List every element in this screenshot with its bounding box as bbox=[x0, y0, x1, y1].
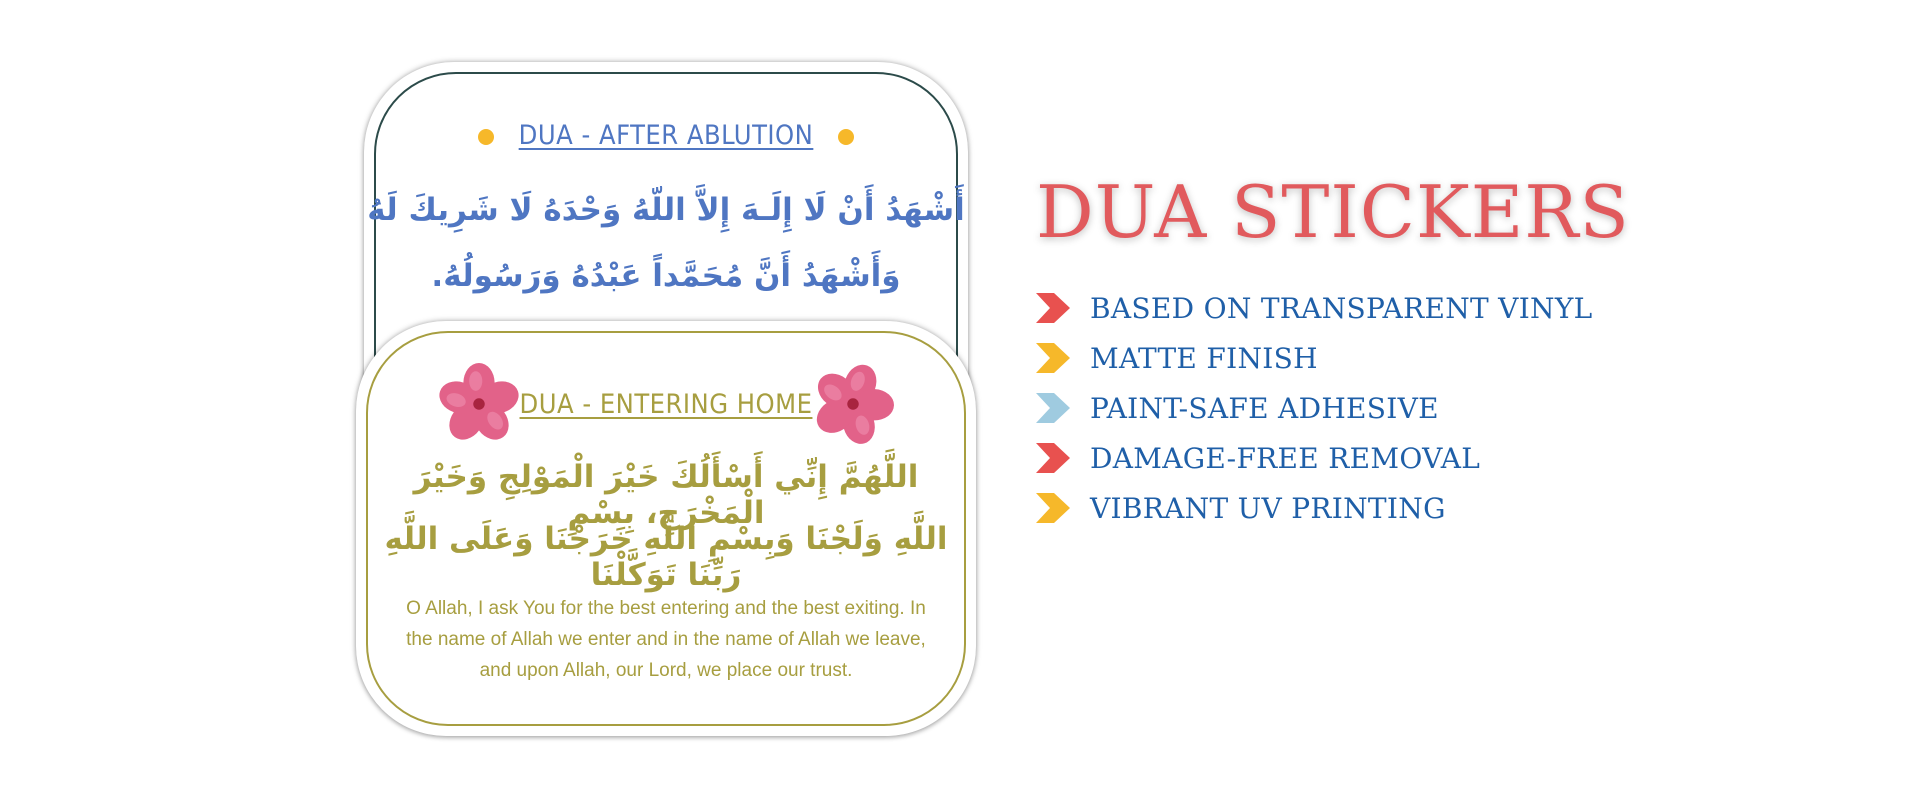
chevron-right-icon bbox=[1036, 293, 1070, 323]
translation-line: and upon Allah, our Lord, we place our trust. bbox=[479, 660, 853, 681]
chevron-right-icon bbox=[1036, 393, 1070, 423]
feature-label: PAINT-SAFE ADHESIVE bbox=[1090, 391, 1439, 425]
arabic-text-line: اللَّهِ وَلَجْنَا وَبِسْمِ اللَّهِ خَرَجْنَا وَعَلَى اللَّهِ رَبِّنَا تَوَكَّلْنَا bbox=[384, 521, 948, 593]
card-title: DUA - AFTER ABLUTION bbox=[518, 120, 814, 151]
feature-item bbox=[1036, 288, 1593, 328]
feature-label: VIBRANT UV PRINTING bbox=[1090, 491, 1446, 525]
feature-item bbox=[1036, 388, 1439, 428]
feature-label: MATTE FINISH bbox=[1090, 341, 1318, 375]
chevron-right-icon bbox=[1036, 343, 1070, 373]
product-heading: DUA STICKERS bbox=[1036, 170, 1630, 254]
chevron-shape bbox=[1036, 443, 1070, 473]
translation-line: O Allah, I ask You for the best entering and the best exiting. In bbox=[406, 598, 926, 619]
feature-item bbox=[1036, 438, 1480, 478]
card-title: DUA - ENTERING HOME bbox=[519, 389, 813, 420]
arabic-text-line: اللَّهُمَّ إِنِّي أَسْأَلُكَ خَيْرَ الْمَوْلِجِ وَخَيْرَ الْمَخْرَجِ، بِسْمِ bbox=[413, 459, 919, 531]
feature-label: BASED ON TRANSPARENT VINYL bbox=[1090, 291, 1593, 325]
sticker-card-entering-home bbox=[356, 321, 976, 736]
translation-line: the name of Allah we enter and in the name of Allah we leave, bbox=[406, 629, 926, 650]
feature-item bbox=[1036, 488, 1446, 528]
chevron-shape bbox=[1036, 293, 1070, 323]
feature-label: DAMAGE-FREE REMOVAL bbox=[1090, 441, 1481, 475]
chevron-shape bbox=[1036, 343, 1070, 373]
arabic-text-line: أَشْهَدُ أَنْ لَا إِلَـهَ إِلاَّ اللّهُ وَحْدَهُ لَا شَرِيكَ لَهُ bbox=[367, 192, 965, 228]
chevron-shape bbox=[1036, 493, 1070, 523]
chevron-right-icon bbox=[1036, 443, 1070, 473]
arabic-text-line: وَأَشْهَدُ أَنَّ مُحَمَّداً عَبْدُهُ وَرَسُولُهُ. bbox=[431, 258, 901, 294]
chevron-shape bbox=[1036, 393, 1070, 423]
chevron-right-icon bbox=[1036, 493, 1070, 523]
english-translation bbox=[406, 593, 926, 686]
feature-item bbox=[1036, 338, 1318, 378]
